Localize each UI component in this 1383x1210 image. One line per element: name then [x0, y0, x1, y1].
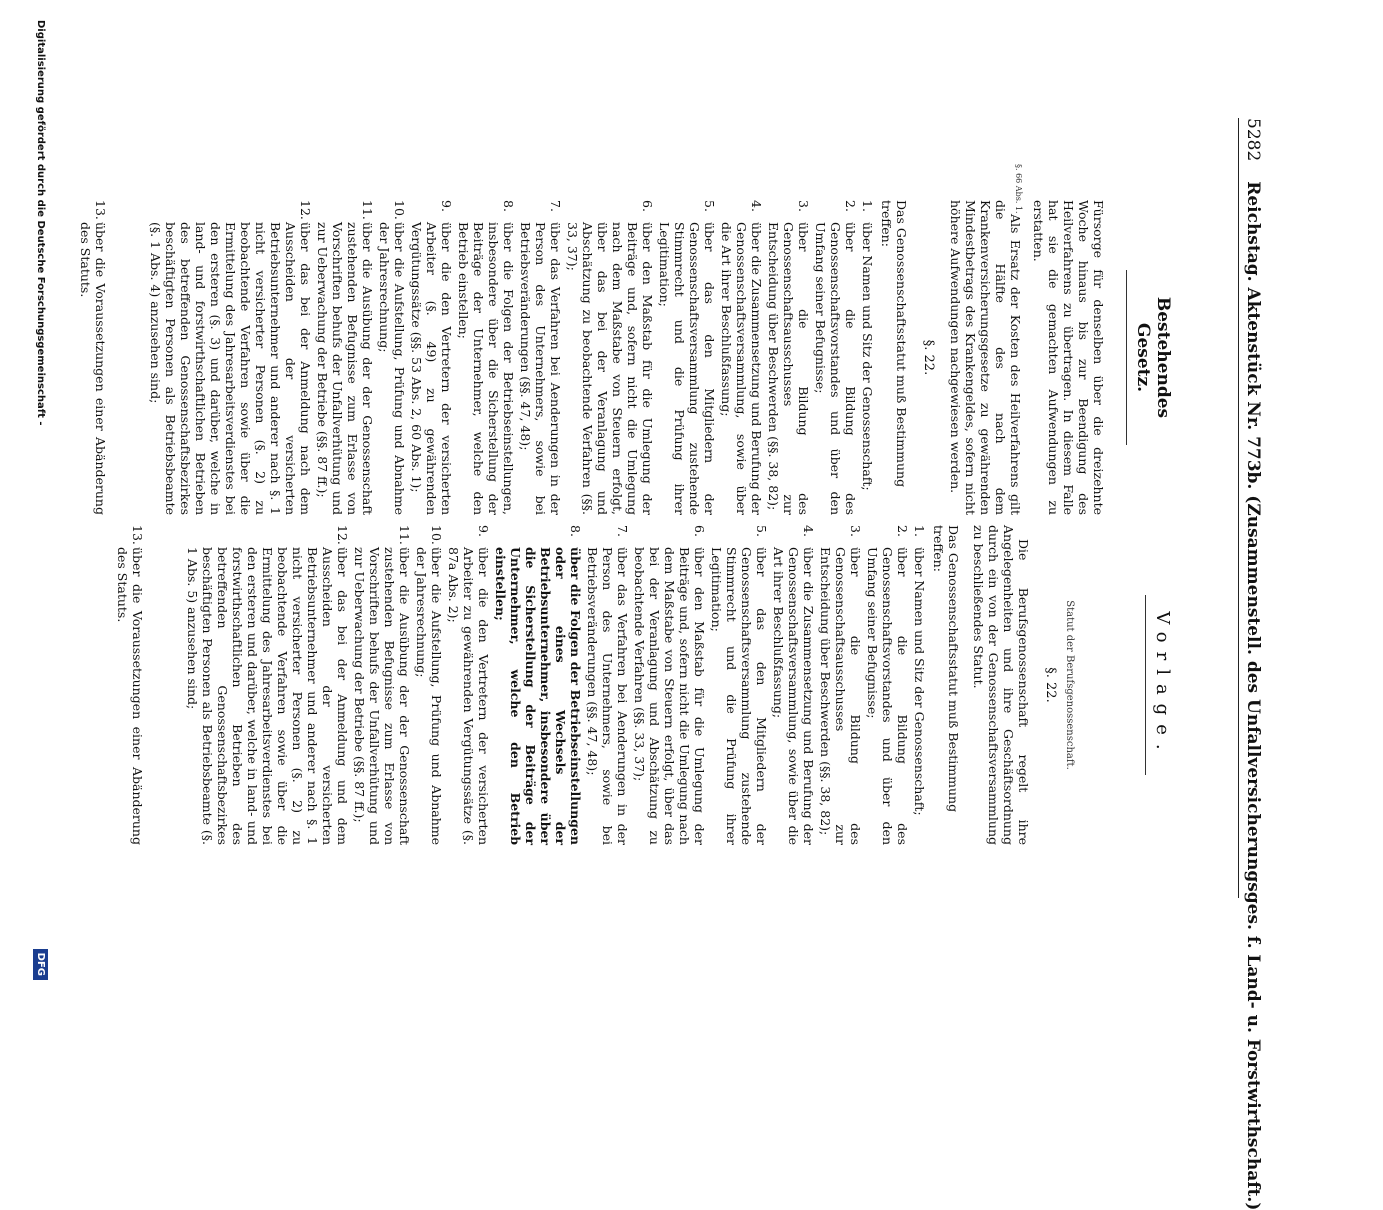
- item-text: über die Folgen der Betriebseinstellungen oder eines Wechsels der Betriebsunternehmer, insbesondere über die Sicherstellung der Beiträge der Unternehmer, welche den Betrieb einstellen;: [493, 547, 583, 845]
- item-number: 1.: [912, 525, 927, 537]
- item-number: 7.: [548, 200, 563, 212]
- item-number: 12.: [335, 525, 350, 545]
- list-item: [148, 200, 313, 515]
- dfg-logo: DFG: [33, 949, 48, 980]
- item-text: über den Maßstab für die Umlegung der Beiträge und, sofern nicht die Umlegung nach dem Maßstabe von Steuern erfolgt, über das bei der Veranlagung und Abschätzung zu beobachtende Verfahren (§§. 33, 37);: [632, 547, 707, 845]
- list-item: [518, 200, 563, 515]
- item-number: 10.: [392, 200, 407, 220]
- list-item: [352, 525, 412, 845]
- proposal-title: Vorlage.: [1145, 595, 1173, 775]
- item-number: 5.: [702, 200, 717, 212]
- list-item: [766, 200, 811, 515]
- page-number: 5282: [1243, 118, 1263, 162]
- item-text: über die Folgen der Betriebseinstellungen, insbesondere über die Sicherstellung der Beiträge der Unternehmer, welche den Betrieb einstellen;: [456, 222, 516, 515]
- item-text: über die Bildung des Genossenschaftsausschusses zur Entscheidung über Beschwerden (§§. 38, 82);: [818, 547, 863, 845]
- list-item: [414, 525, 444, 845]
- item-number: 6.: [692, 525, 707, 537]
- item-number: 13.: [93, 200, 108, 220]
- margin-note: §. 66 Abs. 1.: [1014, 164, 1023, 214]
- item-text: über die Bildung des Genossenschaftsvorstandes und über den Umfang seiner Befugnisse;: [813, 222, 858, 515]
- item-number: 8.: [568, 525, 583, 537]
- existing-law-title: Bestehendes Gesetz.: [1126, 270, 1173, 445]
- list-item: [813, 200, 858, 515]
- statute-item-list: [115, 525, 927, 845]
- item-number: 8.: [501, 200, 516, 212]
- proposal-column: [113, 525, 1173, 845]
- list-item: [456, 200, 516, 515]
- list-item: [493, 525, 583, 845]
- item-number: 1.: [860, 200, 875, 212]
- list-item: [185, 525, 350, 845]
- list-item: [632, 525, 707, 845]
- item-text: über die den Vertretern der versicherten Arbeiter zu gewährenden Vergütungssätze (§. 87a Abs. 2);: [446, 547, 491, 845]
- item-text: über die Zusammensetzung und Berufung der Genossenschaftsversammlung, sowie über die Art ihrer Beschlußfassung;: [719, 222, 764, 515]
- item-text: über das den Mitgliedern der Genossenschaftsversammlung zustehende Stimmrecht und die Prüfung ihrer Legitimation;: [657, 222, 717, 515]
- statute-intro: Das Genossenschaftsstatut muß Bestimmung treffen:: [879, 200, 909, 488]
- statute-caption: Statut der Berufsgenossenschaft.: [1064, 600, 1075, 770]
- list-item: [657, 200, 717, 515]
- item-text: über die Voraussetzungen einer Abänderung des Statuts.: [78, 222, 108, 515]
- item-number: 7.: [615, 525, 630, 537]
- item-number: 6.: [640, 200, 655, 212]
- item-number: 3.: [848, 525, 863, 537]
- item-text: über die Aufstellung, Prüfung und Abnahme der Jahresrechnung;: [414, 547, 444, 845]
- existing-law-para-2: Als Ersatz der Kosten des Heilverfahrens gilt die Hälfte des nach dem Krankenversicherungsgesetze zu gewährenden Mindestbetrags des Krankengeldes, sofern nicht höhere Aufwendungen nachgewiesen werden.: [948, 200, 1023, 515]
- list-item: [860, 200, 875, 515]
- list-item: [719, 200, 764, 515]
- item-number: 9.: [476, 525, 491, 537]
- section-mark: §. 22.: [921, 339, 936, 376]
- credit-text: Digitalisierung gefördert durch die Deutsche Forschungsgemeinschaft -: [35, 20, 46, 426]
- item-text: über die Ausübung der der Genossenschaft zustehenden Befugnisse zum Erlasse von Vorschriften behufs der Unfallverhütung und zur Ueberwachung der Betriebe (§§. 87 ff.);: [352, 547, 412, 845]
- statute-item-list: [78, 200, 875, 515]
- item-text: über die Voraussetzungen einer Abänderung des Statuts.: [115, 547, 145, 845]
- item-text: über die Bildung des Genossenschaftsausschusses zur Entscheidung über Beschwerden (§§. 38, 82);: [766, 222, 811, 515]
- list-item: [377, 200, 407, 515]
- existing-law-column: [76, 164, 1173, 515]
- list-item: [912, 525, 927, 845]
- list-item: [865, 525, 910, 845]
- item-number: 11.: [397, 525, 412, 545]
- item-text: über das Verfahren bei Aenderungen in der Person des Unternehmers, sowie bei Betriebsveränderungen (§§. 47, 48);: [585, 547, 630, 845]
- list-item: [115, 525, 145, 845]
- item-text: über die Bildung des Genossenschaftsvorstandes und über den Umfang seiner Befugnisse;: [865, 547, 910, 845]
- item-text: über das bei der Anmeldung und dem Ausscheiden der versicherten Betriebsunternehmer und anderer nach §. 1 nicht versicherter Personen (§. 2) zu beobachtende Verfahren sowie über die Ermittelung des Jahresarbeitsverdienstes bei den ersteren und darüber, welche in land- und forstwirthschaftlichen Betrieben des betreffenden Genossenschaftsbezirkes beschäftigten Personen als Betriebsbeamte (§. 1 Abs. 5) anzusehen sind;: [185, 547, 350, 845]
- item-number: 12.: [298, 200, 313, 220]
- item-number: 9.: [439, 200, 454, 212]
- list-item: [315, 200, 375, 515]
- page-header-title: Reichstag. Aktenstück Nr. 773b. (Zusammenstell. des Unfallversicherungsges. f. Land- u. Forstwirthschaft.): [1243, 181, 1263, 1210]
- list-item: [409, 200, 454, 515]
- item-number: 11.: [360, 200, 375, 220]
- list-item: [446, 525, 491, 845]
- item-number: 3.: [796, 200, 811, 212]
- digitization-credit: [33, 20, 48, 980]
- item-text: über das Verfahren bei Aenderungen in der Person des Unternehmers, sowie bei Betriebsveränderungen (§§. 47, 48);: [518, 222, 563, 515]
- item-text: über Namen und Sitz der Genossenschaft;: [860, 222, 875, 491]
- list-item: [585, 525, 630, 845]
- item-number: 2.: [843, 200, 858, 212]
- existing-law-para-1: Fürsorge für denselben über die dreizehnte Woche hinaus bis zur Beendigung des Heilverfahrens zu übertragen. In diesem Falle hat sie die gemachten Aufwendungen zu erstatten.: [1031, 200, 1106, 515]
- item-text: über Namen und Sitz der Genossenschaft;: [912, 547, 927, 816]
- item-text: über die Aufstellung, Prüfung und Abnahme der Jahresrechnung;: [377, 222, 407, 515]
- statute-intro: Das Genossenschaftsstatut muß Bestimmung treffen:: [931, 525, 961, 813]
- item-text: über das bei der Anmeldung nach dem Ausscheiden der versicherten Betriebsunternehmer und anderer nach §. 1 nicht versicherter Personen (§. 2) zu beobachtende Verfahren sowie über die Ermittelung des Jahresarbeitsverdienstes bei den ersteren (§. 3) und darüber, welche in land- und forstwirthschaftlichen Betrieben des betreffenden Genossenschaftsbezirkes beschäftigten Personen als Betriebsbeamte (§. 1 Abs. 4) anzusehen sind;: [148, 222, 313, 515]
- page-header: [1238, 118, 1263, 1210]
- item-number: 13.: [130, 525, 145, 545]
- list-item: [709, 525, 769, 845]
- list-item: [818, 525, 863, 845]
- item-text: über die Ausübung der der Genossenschaft zustehenden Befugnisse zum Erlasse von Vorschriften behufs der Unfallverhütung und zur Ueberwachung der Betriebe (§§. 87 ff.);: [315, 222, 375, 515]
- section-mark: §. 22.: [1043, 667, 1058, 703]
- item-text: über die Zusammensetzung und Berufung der Genossenschaftsversammlung, sowie über die Art ihrer Beschlußfassung;: [771, 547, 816, 845]
- list-item: [78, 200, 108, 515]
- list-item: [565, 200, 655, 515]
- item-number: 10.: [429, 525, 444, 545]
- item-number: 4.: [801, 525, 816, 537]
- list-item: [771, 525, 816, 845]
- item-text: über den Maßstab für die Umlegung der Beiträge und, sofern nicht die Umlegung nach dem Maßstabe von Steuern erfolgt, über das bei der Veranlagung und Abschätzung zu beobachtende Verfahren (§§. 33, 37);: [565, 222, 655, 515]
- item-text: über das den Mitgliedern der Genossenschaftsversammlung zustehende Stimmrecht und die Prüfung ihrer Legitimation;: [709, 547, 769, 845]
- item-number: 5.: [754, 525, 769, 537]
- proposal-para-1: Die Berufsgenossenschaft regelt ihre Angelegenheiten und ihre Geschäftsordnung durch ein von der Genossenschaftsversammlung zu beschließendes Statut.: [971, 525, 1031, 845]
- item-text: über die den Vertretern der versicherten Arbeiter (§. 49) zu gewährenden Vergütungssätze (§§. 53 Abs. 2, 60 Abs. 1);: [409, 222, 454, 515]
- item-number: 2.: [895, 525, 910, 537]
- item-number: 4.: [749, 200, 764, 212]
